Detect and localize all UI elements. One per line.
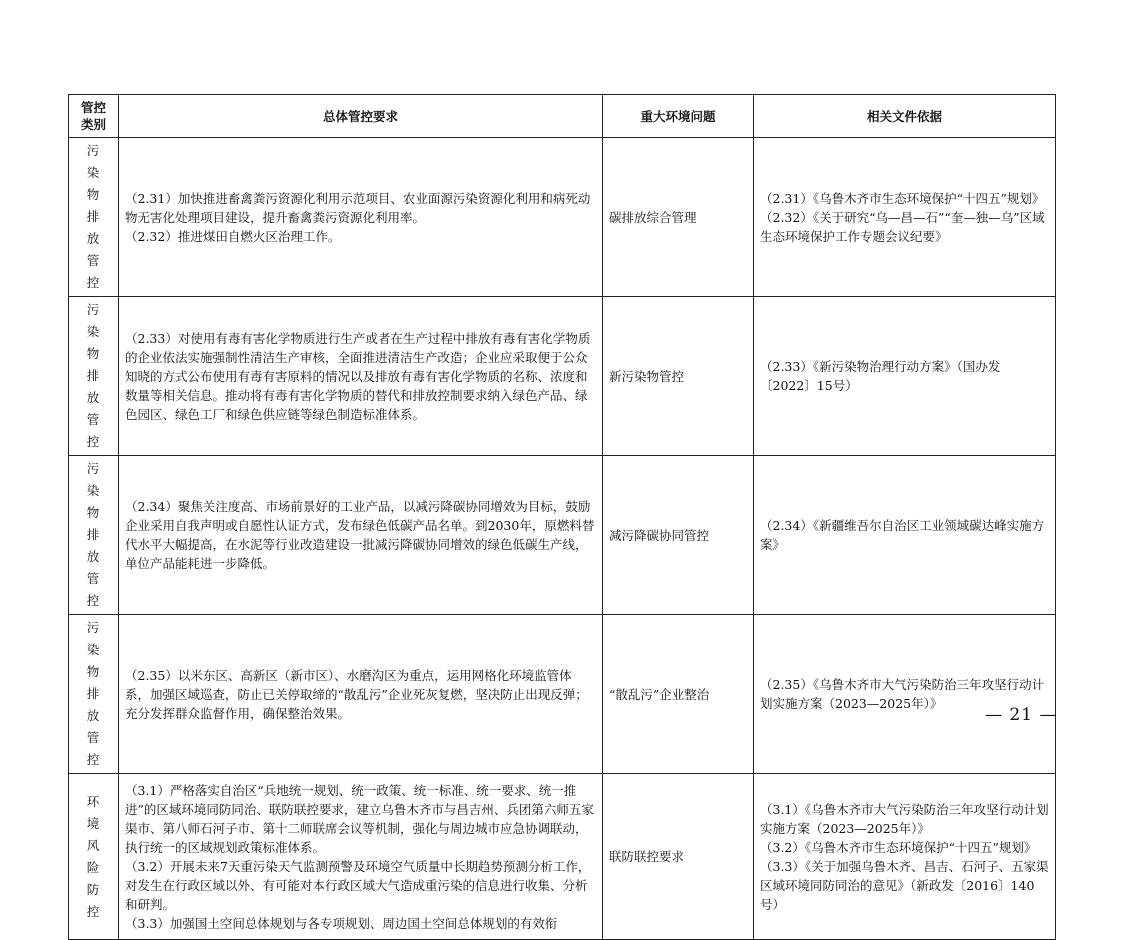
table-row — [69, 297, 1056, 456]
doc-item: （2.34）《新疆维吾尔自治区工业领域碳达峰实施方案》 — [760, 518, 1045, 552]
category-cell: 污染物排放管控 — [69, 456, 119, 615]
table-row — [69, 774, 1056, 940]
docs-cell — [754, 138, 1056, 297]
category-cell: 污染物排放管控 — [69, 297, 119, 456]
docs-cell — [754, 774, 1056, 940]
issue-cell: 联防联控要求 — [603, 774, 754, 940]
requirements-table — [68, 94, 1056, 940]
table-header-row — [69, 95, 1056, 138]
doc-item: （2.31）《乌鲁木齐市生态环境保护“十四五”规划》 — [760, 190, 1045, 206]
requirements-cell — [119, 297, 603, 456]
header-requirements: 总体管控要求 — [119, 95, 603, 138]
doc-item: （3.3）《关于加强乌鲁木齐、昌吉、石河子、五家渠区域环境同防同治的意见》（新政发〔2016〕140号） — [760, 858, 1049, 912]
requirement-item: （2.33）对使用有毒有害化学物质进行生产或者在生产过程中排放有毒有害化学物质的企业依法实施强制性清洁生产审核，全面推进清洁生产改造；企业应采取便于公众知晓的方式公布使用有毒有害原料的情况以及排放有毒有害化学物质的名称、浓度和数量等相关信息。推动将有毒有害化学物质的替代和排放控制要求纳入绿色产品、绿色园区、绿色工厂和绿色供应链等绿色制造标准体系。 — [125, 330, 591, 422]
table-row — [69, 456, 1056, 615]
requirements-cell — [119, 774, 603, 940]
issue-cell: 减污降碳协同管控 — [603, 456, 754, 615]
requirement-item: （2.32）推进煤田自燃火区治理工作。 — [125, 228, 341, 244]
header-docs: 相关文件依据 — [754, 95, 1056, 138]
requirements-cell — [119, 456, 603, 615]
category-cell: 环境风险防控 — [69, 774, 119, 940]
requirement-item: （2.31）加快推进畜禽粪污资源化利用示范项目、农业面源污染资源化利用和病死动物无害化处理项目建设，提升畜禽粪污资源化利用率。 — [125, 190, 591, 225]
table-row — [69, 615, 1056, 774]
requirement-item: （3.1）严格落实自治区“兵地统一规划、统一政策、统一标准、统一要求、统一推进”的区域环境同防同治、联防联控要求，建立乌鲁木齐市与昌吉州、兵团第六师五家渠市、第八师石河子市、第十二师联席会议等机制，强化与周边城市应急协调联动，执行统一的区域规划政策标准体系。 — [125, 782, 594, 855]
page-number: — 21 — — [985, 705, 1058, 725]
header-issue: 重大环境问题 — [603, 95, 754, 138]
table-row — [69, 138, 1056, 297]
issue-cell: “散乱污”企业整治 — [603, 615, 754, 774]
doc-item: （2.35）《乌鲁木齐市大气污染防治三年攻坚行动计划实施方案（2023—2025年）》 — [760, 677, 1045, 711]
doc-item: （2.33）《新污染物治理行动方案》（国办发〔2022〕15号） — [760, 359, 1001, 393]
header-category: 管控类别 — [69, 95, 119, 138]
requirement-item: （2.35）以米东区、高新区（新市区）、水磨沟区为重点，运用网格化环境监管体系，加强区域巡查，防止已关停取缔的“散乱污”企业死灰复燃，坚决防止出现反弹；充分发挥群众监督作用，确保整治效果。 — [125, 667, 588, 721]
category-cell: 污染物排放管控 — [69, 138, 119, 297]
requirements-cell — [119, 138, 603, 297]
requirement-item: （2.34）聚焦关注度高、市场前景好的工业产品，以减污降碳协同增效为目标，鼓励企业采用自我声明或自愿性认证方式，发布绿色低碳产品名单。到2030年，原燃料替代水平大幅提高，在水泥等行业改造建设一批减污降碳协同增效的绿色低碳生产线，单位产品能耗进一步降低。 — [125, 499, 595, 571]
issue-cell: 碳排放综合管理 — [603, 138, 754, 297]
doc-item: （3.1）《乌鲁木齐市大气污染防治三年攻坚行动计划实施方案（2023—2025年）》 — [760, 801, 1049, 836]
requirement-item: （3.2）开展未来7天重污染天气监测预警及环境空气质量中长期趋势预测分析工作，对发生在行政区域以外、有可能对本行政区域大气造成重污染的信息进行收集、分析和研判。 — [125, 858, 591, 912]
issue-cell: 新污染物管控 — [603, 297, 754, 456]
doc-item: （3.2）《乌鲁木齐市生态环境保护“十四五”规划》 — [760, 839, 1037, 855]
requirement-item: （3.3）加强国土空间总体规划与各专项规划、周边国土空间总体规划的有效衔 — [125, 915, 558, 931]
docs-cell — [754, 615, 1056, 774]
docs-cell — [754, 456, 1056, 615]
doc-item: （2.32）《关于研究“乌—昌—石”“奎—独—乌”区域生态环境保护工作专题会议纪要》 — [760, 209, 1045, 244]
requirements-cell — [119, 615, 603, 774]
category-cell: 污染物排放管控 — [69, 615, 119, 774]
docs-cell — [754, 297, 1056, 456]
